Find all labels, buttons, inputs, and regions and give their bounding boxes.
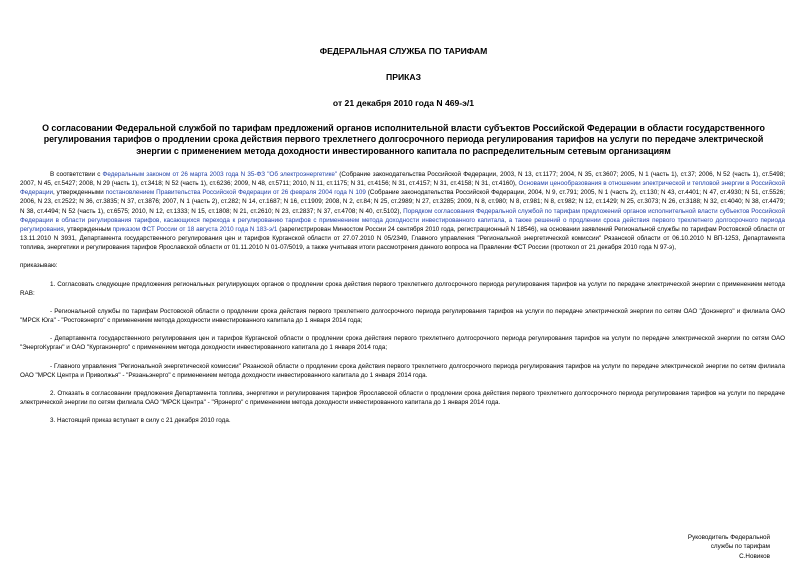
preamble-text: (Собрание законодательства Российской Федерации, 2003, N 13, ст.1177; 2004, N 35, ст.3607; 2005, N 1 (часть 1), ст.37; 2006, N 52 (часть 1), ст.5498; 2007, N 45, ст.5427; 2008, N 29 (часть 1), ст.3418; N 52 (часть 1), ст.6236; 2009, N 48, ст.5711; 2010, N 11, ст.1175; N 31, ст.4156; N 31, ст.4157; N 31, ст.4158; N 31, ст.4160), xyxy=(20,171,786,188)
subitem-rostov: - Региональной службы по тарифам Ростовской области о продлении срока действия первого трехлетнего долгосрочного периода регулирования тарифов на услуги по передаче электрической энергии по сетям ОАО "Донэнерго" и филиала ОАО "МРСК Юга" - "Ростовэнерго" с применением метода доходности инвестированного капитала до 1 января 2014 года; xyxy=(20,307,785,325)
item-1: 1. Согласовать следующие предложения региональных регулирующих органов о продлении срока действия первого трехлетнего долгосрочного периода регулирования тарифов на услуги по передаче электрической энергии с применением метода RAB: xyxy=(20,280,785,297)
item-2: 2. Отказать в согласовании предложения Департамента топлива, энергетики и регулирования тарифов Ярославской области о продлении срока действия первого трехлетнего долгосрочного периода регулирования тарифов на услуги по передаче электрической энергии по сетям филиала ОАО "МРСК Центра" - "Ярэнерго" с применением метода доходности инвестированного капитала до 1 января 2014 года. xyxy=(20,389,785,406)
order-word: приказываю: xyxy=(20,262,58,270)
preamble-text: В соответствии с xyxy=(50,171,103,178)
document-date-number: от 21 декабря 2010 года N 469-э/1 xyxy=(332,98,475,108)
government-decree-link[interactable]: постановлением Правительства Российской Федерации от 26 февраля 2004 года N 109 xyxy=(105,189,366,197)
agency-name: ФЕДЕРАЛЬНАЯ СЛУЖБА ПО ТАРИФАМ xyxy=(319,46,488,56)
document-body xyxy=(20,170,785,425)
preamble-text: (Собрание законодательства Российской Федерации, 2004, N 9, ст.791; 2005, N 1 (часть 2), ст.130; N 43, ст.4401; N 47, ст.4930; N 51, ст.5526; 2006, N 23, ст.2522; N 36, ст.3835; N 37, ст.3876; 2007, N 1 (часть 2), ст.282; N 14, ст.1687; N 16, ст.1909; 2008, N 2, ст.84; N 25, ст.2989; N 27, ст.3285; 2009, N 8, ст.980; N 8, ст.981; N 8, ст.982; N 12, ст.1429; N 25, ст.3073; N 26, ст.3188; N 32, ст.4040; N 38, ст.4479; N 38, ст.4494; N 52 (часть 1), ст.6575; 2010, N 12, ст.1333; N 15, ст.1808; N 21, ст.2610; N 23, ст.2837; N 37, ст.4708; N 40, ст.5102), xyxy=(20,189,785,215)
pricing-basics-link[interactable]: Основами ценообразования в отношении электрической и тепловой энергии в Российской Федерации xyxy=(20,180,785,197)
preamble-paragraph xyxy=(20,170,785,252)
preamble-text: , утвержденным xyxy=(63,225,113,233)
subitem-kurgan: - Департамента государственного регулирования цен и тарифов Курганской области о продлении срока действия первого трехлетнего долгосрочного периода регулирования тарифов на услуги по передаче электрической энергии по сетям ОАО "ЭнергоКурган" и ОАО "Курганэнерго" с применением метода доходности инвестированного капитала до 1 января 2014 года; xyxy=(20,335,785,352)
preamble-text: , утвержденными xyxy=(52,189,106,197)
fst-order-link[interactable]: приказом ФСТ России от 18 августа 2010 года N 183-э/1 xyxy=(112,225,278,233)
law-link[interactable]: Федеральным законом от 26 марта 2003 года N 35-ФЗ "Об электроэнергетике" xyxy=(102,171,338,178)
approval-procedure-link[interactable]: Порядком согласования Федеральной службой по тарифам предложений органов исполнительной власти субъектов Российской Федерации в области регулирования тарифов, касающихся перехода к регулированию тарифов с применением метода доходности инвестированного капитала, а также решений о продлении срока действия первого трехлетнего долгосрочного периода регулирования xyxy=(20,207,785,233)
item-3: 3. Настоящий приказ вступает в силу с 21 декабря 2010 года. xyxy=(50,417,231,425)
signature-line-1: Руководитель Федеральной xyxy=(687,534,770,541)
subitem-ryazan: - Главного управления "Региональной энергетической комиссии" Рязанской области о продлении срока действия первого трехлетнего долгосрочного периода регулирования тарифов на услуги по передаче электрической энергии по сетям филиала ОАО "МРСК Центра и Приволжья" - "Рязаньэнерго" с применением метода доходности инвестированного капитала до 1 января 2014 года. xyxy=(20,362,785,379)
document-type: ПРИКАЗ xyxy=(386,72,421,82)
signature-block xyxy=(688,533,770,561)
signature-line-2: службы по тарифам xyxy=(710,543,770,551)
document-title: О согласовании Федеральной службой по тарифам предложений органов исполнительной власти субъектов Российской Федерации в области государственного регулирования тарифов о продлении срока действия первого трехлетнего долгосрочного периода регулирования тарифов на услуги по передаче электрической энергии с применением метода доходности инвестированного капитала по распределительным сетевым организациям xyxy=(42,123,765,156)
preamble-text: (зарегистрирован Минюстом России 24 сентября 2010 года, регистрационный N 18546), на основании заявлений Региональной службы по тарифам Ростовской области от 13.11.2010 N 3931, Департамента государственного регулирования цен и тарифов Курганской области от 27.07.2010 N 05/2349, Главного управления "Региональной энергетической комиссии" Рязанской области от 06.10.2010 N ВП-1253, Департамента топлива, энергетики и регулирования тарифов Ярославской области от 01.11.2010 N 01-07/5019, а также учитывая итоги рассмотрения данного вопроса на Правлении ФСТ России (протокол от 21 декабря 2010 года N 97-э), xyxy=(20,225,786,252)
signature-name: С.Новиков xyxy=(739,552,770,560)
